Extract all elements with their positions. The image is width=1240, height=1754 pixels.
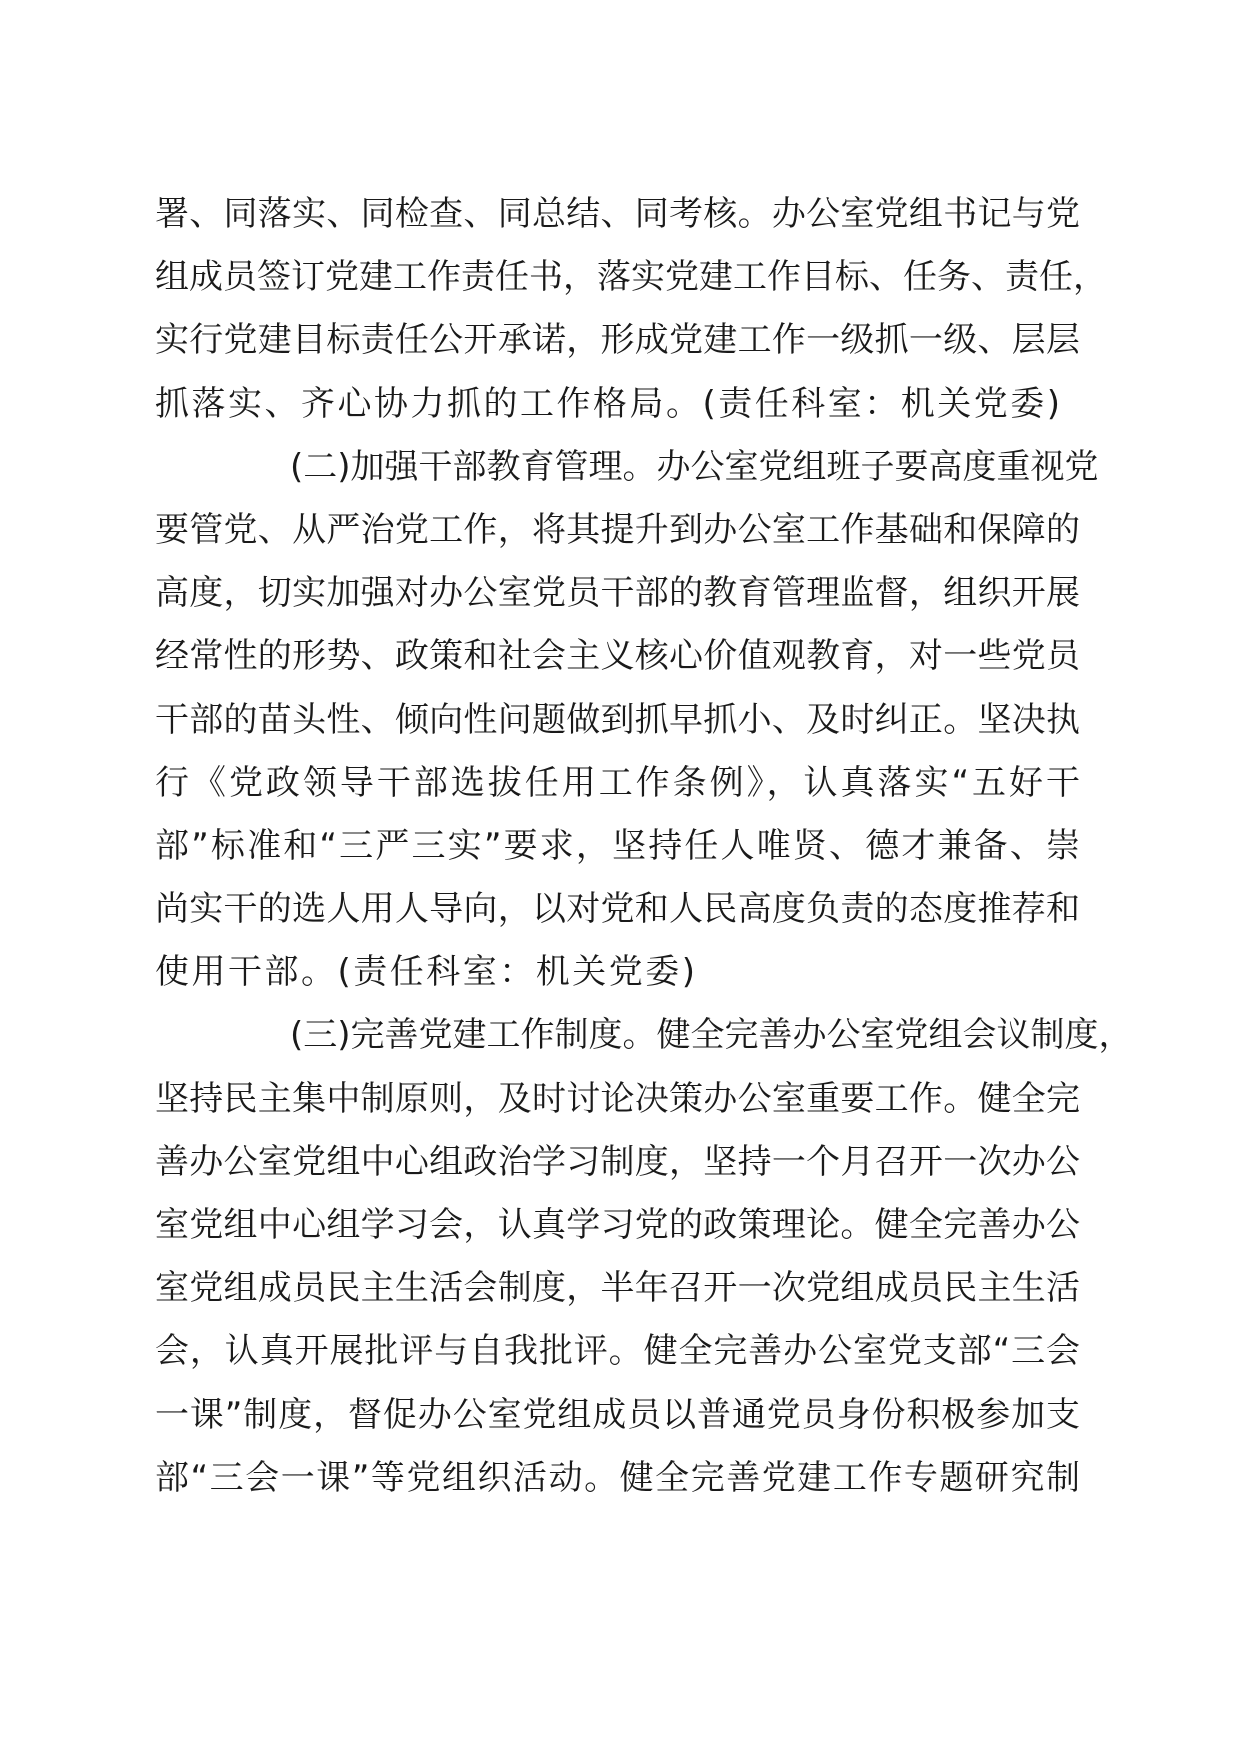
text-line: 干部的苗头性、倾向性问题做到抓早抓小、及时纠正。坚决执 [155,699,1080,740]
text-line: 实行党建目标责任公开承诺，形成党建工作一级抓一级、层层 [155,320,1080,361]
text-line: 部“三会一课”等党组织活动。健全完善党建工作专题研究制 [155,1457,1080,1498]
text-line: 坚持民主集中制原则，及时讨论决策办公室重要工作。健全完 [155,1078,1080,1119]
text-line: 经常性的形势、政策和社会主义核心价值观教育，对一些党员 [155,636,1080,677]
text-line: 室党组成员民主生活会制度，半年召开一次党组成员民主生活 [155,1268,1080,1309]
section-heading-line: (三)完善党建工作制度。健全完善办公室党组会议制度， [290,1015,1133,1056]
text-line: 署、同落实、同检查、同总结、同考核。办公室党组书记与党 [155,194,1080,234]
text-line: 会，认真开展批评与自我批评。健全完善办公室党支部“三会 [155,1331,1080,1372]
body-text [155,183,1133,1510]
text-line: 使用干部。(责任科室：机关党委) [155,952,698,993]
text-line: 要管党、从严治党工作，将其提升到办公室工作基础和保障的 [155,509,1080,550]
text-line: 高度，切实加强对办公室党员干部的教育管理监督，组织开展 [155,573,1080,614]
text-line: 室党组中心组学习会，认真学习党的政策理论。健全完善办公 [155,1205,1080,1245]
section-heading-line: (二)加强干部教育管理。办公室党组班子要高度重视党 [290,446,1099,487]
text-line: 部”标准和“三严三实”要求，坚持任人唯贤、德才兼备、崇 [155,825,1080,866]
text-line: 一课”制度，督促办公室党组成员以普通党员身份积极参加支 [155,1394,1080,1435]
text-line: 行《党政领导干部选拔任用工作条例》，认真落实“五好干 [155,762,1080,803]
text-line: 善办公室党组中心组政治学习制度，坚持一个月召开一次办公 [155,1141,1080,1182]
text-line: 组成员签订党建工作责任书，落实党建工作目标、任务、责任， [155,257,1107,298]
text-line: 尚实干的选人用人导向，以对党和人民高度负责的态度推荐和 [155,889,1080,930]
text-line: 抓落实、齐心协力抓的工作格局。(责任科室：机关党委) [155,383,1063,424]
